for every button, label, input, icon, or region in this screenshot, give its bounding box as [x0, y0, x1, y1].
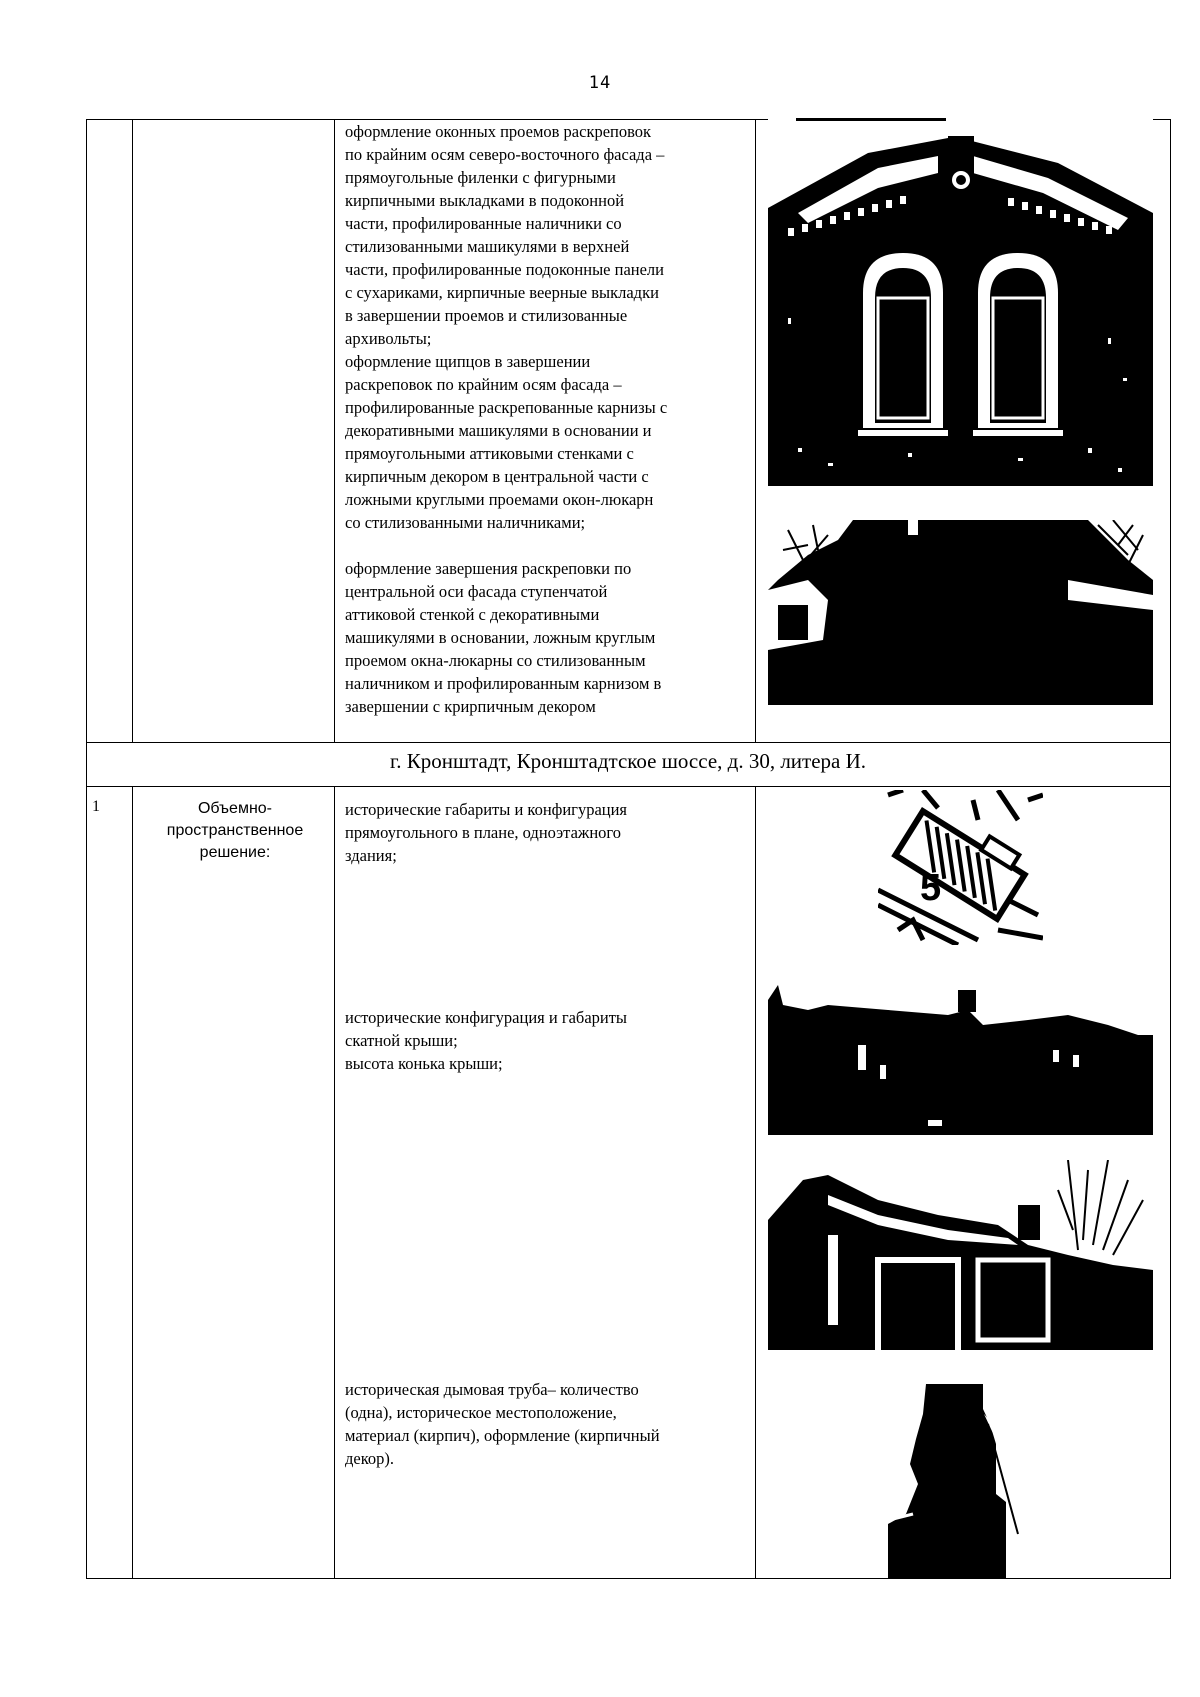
table-right-border [1170, 119, 1171, 1579]
table-left-border [86, 119, 87, 1579]
text-line: оформление щипцов в завершении [345, 352, 591, 371]
text-line: центральной оси фасада ступенчатой [345, 582, 608, 601]
text-line: стилизованными машикулями в верхней [345, 237, 630, 256]
column-divider-2-lower [334, 786, 335, 1579]
map-plot-number: 5 [920, 867, 942, 909]
text-line: прямоугольными аттиковыми стенками с [345, 444, 634, 463]
text-line: прямоугольного в плане, одноэтажного [345, 823, 622, 842]
text-line: материал (кирпич), оформление (кирпичный [345, 1426, 660, 1445]
column-divider-1-lower [132, 786, 133, 1579]
text-line: кирпичным декором в центральной части с [345, 467, 649, 486]
page-number: 14 [588, 73, 612, 93]
address-heading: г. Кронштадт, Кронштадтское шоссе, д. 30, литера И. [389, 749, 867, 773]
text-line: профилированные раскрепованные карнизы с [345, 398, 668, 417]
chimney-photo [888, 1384, 1038, 1578]
facade-gable-photo [768, 118, 1153, 496]
text-line: завершении с крирпичным декором [345, 697, 596, 716]
item-roof [345, 1006, 627, 1075]
text-line: исторические конфигурация и габариты [345, 1008, 628, 1027]
category-line: пространственное [166, 822, 304, 839]
roof-photo-corner [768, 1160, 1153, 1360]
text-line: декор). [345, 1449, 395, 1468]
text-line: машикулями в основании, ложным круглым [345, 628, 656, 647]
category-line: решение: [199, 844, 271, 861]
text-line: аттиковой стенкой с декоративными [345, 605, 600, 624]
column-divider-1-upper [132, 119, 133, 743]
text-line: декоративными машикулями в основании и [345, 421, 652, 440]
text-line: наличником и профилированным карнизом в [345, 674, 662, 693]
text-line: проемом окна-люкарны со стилизованным [345, 651, 646, 670]
text-line: историческая дымовая труба– количество [345, 1380, 639, 1399]
text-line: прямоугольные филенки с фигурными [345, 168, 616, 187]
text-line: кирпичными выкладками в подоконной [345, 191, 625, 210]
text-line: скатной крыши; [345, 1031, 458, 1050]
text-line: части, профилированные подоконные панели [345, 260, 664, 279]
text-line: ложными круглыми проемами окон-люкарн [345, 490, 654, 509]
item-dimensions [345, 798, 627, 867]
column-divider-3-upper [755, 119, 756, 743]
text-line: части, профилированные наличники со [345, 214, 622, 233]
text-line: (одна), историческое местоположение, [345, 1403, 617, 1422]
column-divider-2-upper [334, 119, 335, 743]
text-line: исторические габариты и конфигурация [345, 800, 628, 819]
category-line: Объемно- [197, 800, 273, 817]
text-line: со стилизованными наличниками; [345, 513, 586, 532]
text-line: в завершении проемов и стилизованные [345, 306, 628, 325]
item-chimney [345, 1378, 660, 1470]
text-line: раскреповок по крайним осям фасада – [345, 375, 622, 394]
address-row-bottom-border [86, 786, 1171, 787]
roof-photo-side [768, 980, 1153, 1135]
facade-central-attic-photo [768, 520, 1153, 717]
text-line: архивольты; [345, 329, 432, 348]
category-label [137, 798, 333, 864]
text-line: с сухариками, кирпичные веерные выкладки [345, 283, 659, 302]
table-bottom-border [86, 1578, 1171, 1579]
address-row-top-border [86, 742, 1171, 743]
text-line: высота конька крыши; [345, 1054, 503, 1073]
text-line: оформление оконных проемов раскреповок [345, 122, 652, 141]
site-plan-fragment [878, 790, 1043, 945]
text-line: по крайним осям северо-восточного фасада – [345, 145, 665, 164]
text-line: оформление завершения раскреповки по [345, 559, 632, 578]
text-line: здания; [345, 846, 397, 865]
facade-description [345, 120, 667, 718]
column-divider-3-lower [755, 786, 756, 1579]
row-number: 1 [92, 798, 100, 815]
